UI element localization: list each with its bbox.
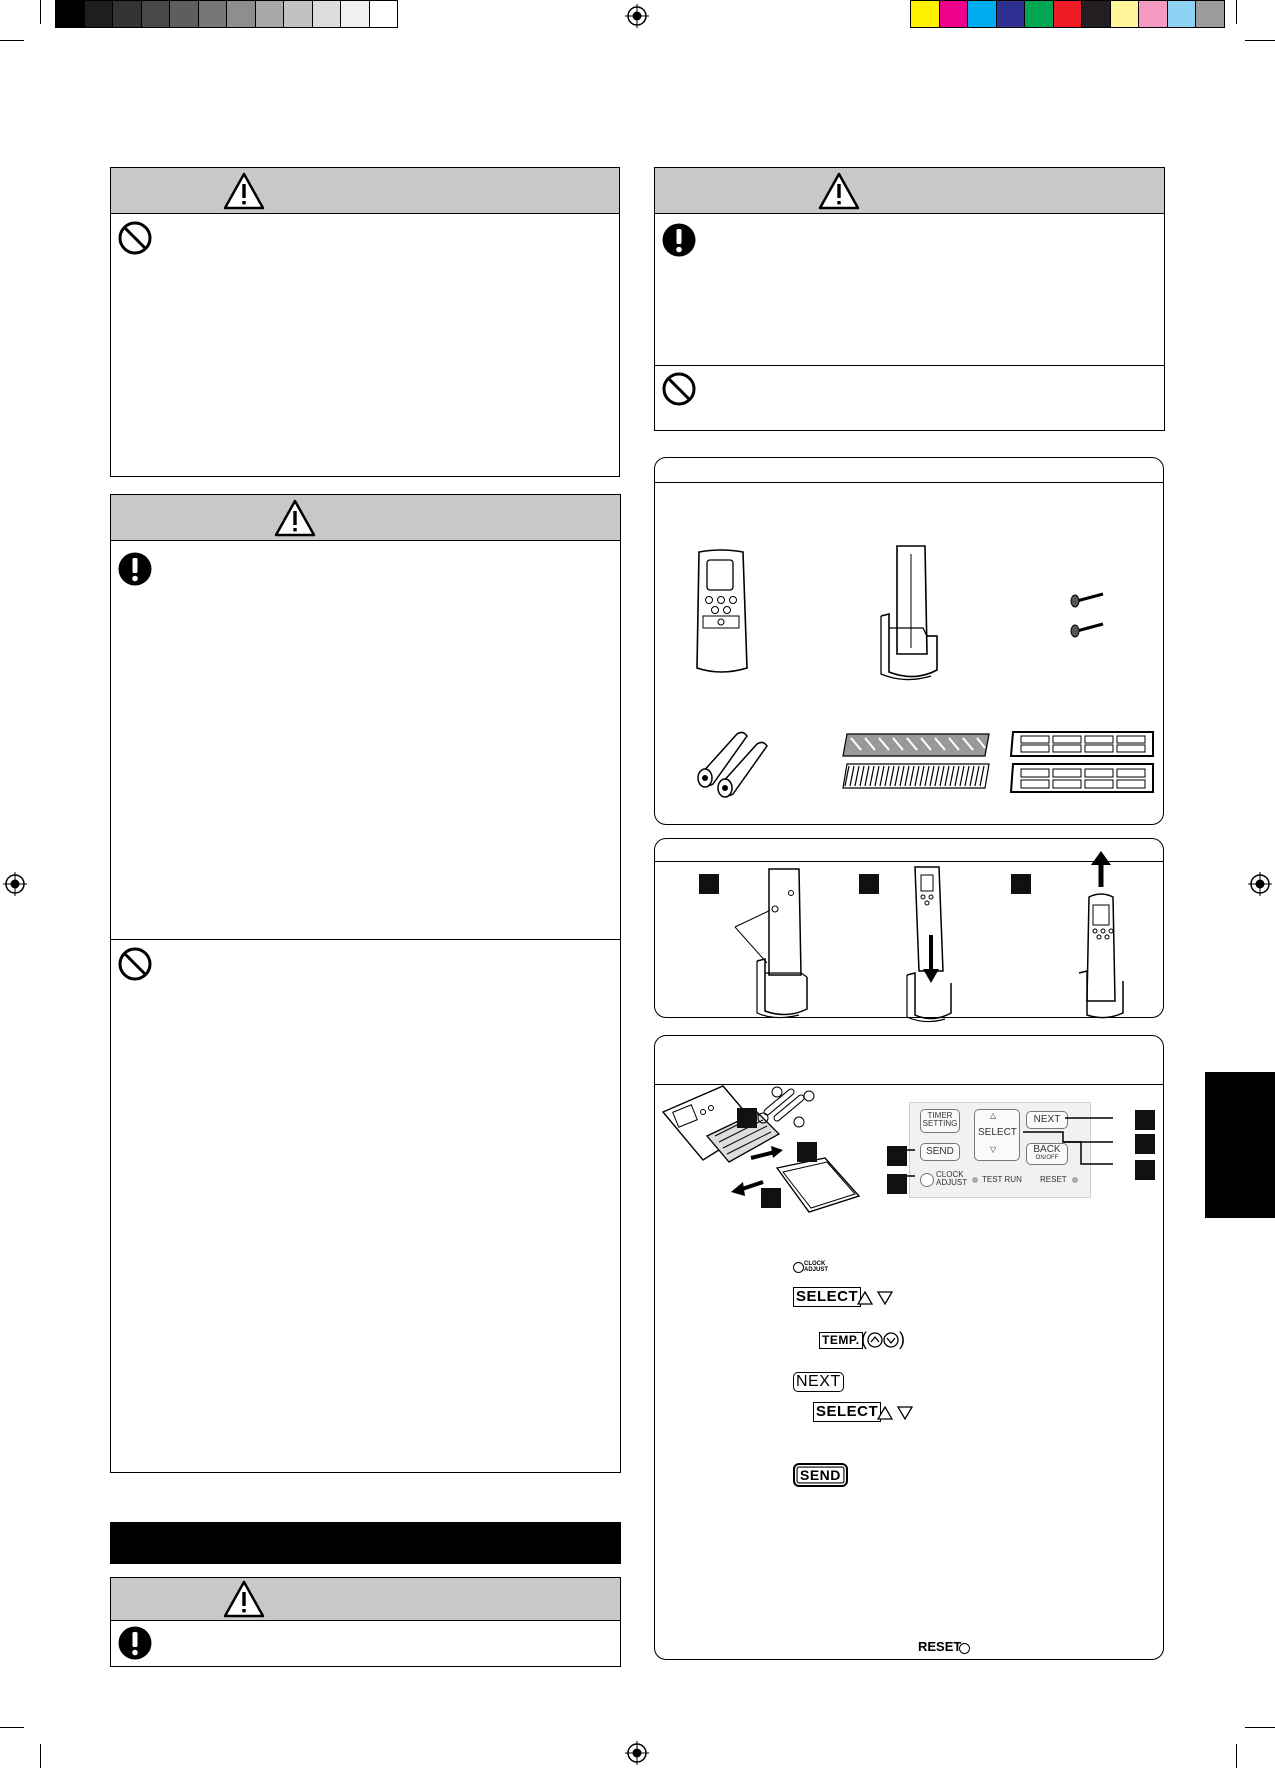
- box-divider: [111, 939, 620, 940]
- gray-swatch: [141, 0, 171, 28]
- crop-mark: [0, 40, 24, 41]
- box-divider: [655, 365, 1164, 366]
- caution-box-header: [111, 495, 620, 541]
- step-marker: [761, 1188, 781, 1208]
- crop-mark: [1236, 0, 1237, 24]
- registration-mark-icon: [3, 872, 27, 896]
- registration-mark-icon: [625, 1741, 649, 1765]
- gray-swatch: [169, 0, 199, 28]
- select-up-arrow-icon: △: [990, 1111, 997, 1120]
- remote-holder-illustration: [875, 544, 945, 684]
- next-button[interactable]: NEXT: [1026, 1111, 1068, 1129]
- color-swatch: [1081, 0, 1111, 28]
- select-key-label: SELECT: [793, 1287, 861, 1307]
- color-swatch: [1167, 0, 1197, 28]
- gray-swatch: [340, 0, 370, 28]
- step-marker: [859, 874, 879, 894]
- warning-triangle-icon: [274, 499, 316, 537]
- clock-adjust-label: CLOCK ADJUST: [936, 1170, 968, 1187]
- step-marker: [797, 1142, 817, 1162]
- color-swatch: [1195, 0, 1225, 28]
- timer-setting-button[interactable]: TIMER SETTING: [920, 1109, 960, 1133]
- color-swatch: [939, 0, 969, 28]
- gray-swatch: [226, 0, 256, 28]
- caution-box-header: [655, 168, 1164, 214]
- warning-box-header: [111, 1578, 620, 1621]
- holder-install-box: [654, 838, 1164, 1018]
- send-button[interactable]: SEND: [920, 1143, 960, 1161]
- caution-box-2: [110, 494, 621, 1473]
- registration-mark-icon: [625, 4, 649, 28]
- batteries-illustration: [691, 728, 771, 798]
- crop-mark: [40, 1744, 41, 1768]
- exclamation-circle-icon: [117, 551, 153, 587]
- crop-mark: [0, 1727, 24, 1728]
- exclamation-circle-icon: [117, 1625, 153, 1661]
- section-header-bar: [110, 1522, 621, 1564]
- reset-inline-label: RESET: [918, 1639, 962, 1654]
- step-marker: [1135, 1110, 1155, 1130]
- color-swatch: [1138, 0, 1168, 28]
- battery-setup-box: [654, 1035, 1164, 1660]
- gray-swatch: [283, 0, 313, 28]
- warning-triangle-icon: [223, 172, 265, 210]
- crop-mark: [40, 0, 41, 24]
- step-marker: [1135, 1160, 1155, 1180]
- holder-screw-diagram: [735, 865, 845, 1015]
- gray-swatch: [198, 0, 228, 28]
- select-down-arrow-icon: ▽: [990, 1145, 997, 1154]
- callout-lines: [885, 1102, 1145, 1202]
- color-swatch: [1024, 0, 1054, 28]
- gray-swatch: [312, 0, 342, 28]
- prohibition-circle-icon: [117, 220, 153, 256]
- svg-text:(: (: [861, 1329, 867, 1349]
- filter-frame-illustration: [1007, 728, 1157, 798]
- box-divider: [655, 482, 1163, 483]
- select-label: SELECT: [978, 1127, 1017, 1138]
- gray-swatch: [112, 0, 142, 28]
- back-label: BACK: [1033, 1144, 1061, 1155]
- warning-box-header: [111, 168, 619, 214]
- screw-illustration: [1069, 590, 1109, 640]
- remote-controller-illustration: [691, 548, 751, 678]
- gray-swatch: [84, 0, 114, 28]
- step-marker: [887, 1146, 907, 1166]
- prohibition-circle-icon: [661, 371, 697, 407]
- reset-circle-icon: [959, 1643, 970, 1654]
- warning-triangle-icon: [223, 1580, 265, 1618]
- prohibition-circle-icon: [117, 946, 153, 982]
- step-marker: [699, 874, 719, 894]
- crop-mark: [1245, 40, 1275, 41]
- step-marker: [1011, 874, 1031, 894]
- crop-mark: [1245, 1727, 1275, 1728]
- accessories-box: [654, 457, 1164, 825]
- color-swatch: [910, 0, 940, 28]
- registration-mark-icon: [1248, 872, 1272, 896]
- color-swatch: [996, 0, 1026, 28]
- remove-remote-diagram: [1075, 851, 1155, 1011]
- color-swatch: [1053, 0, 1083, 28]
- step-marker: [737, 1108, 757, 1128]
- air-cleaning-filter-illustration: [841, 730, 991, 795]
- next-key-label: NEXT: [793, 1372, 844, 1392]
- step-marker: [887, 1174, 907, 1194]
- gray-swatch: [255, 0, 285, 28]
- select-key-label-2: SELECT: [813, 1402, 881, 1422]
- up-down-triangle-icon: [857, 1291, 893, 1305]
- svg-text:): ): [899, 1329, 905, 1349]
- caution-box-right: [654, 167, 1165, 431]
- clock-adjust-circle-icon: [793, 1262, 804, 1273]
- color-swatch: [967, 0, 997, 28]
- test-run-label: TEST RUN: [982, 1175, 1022, 1184]
- temp-key-label: TEMP.: [819, 1332, 863, 1349]
- warning-box-1: [110, 167, 620, 477]
- step-marker: [1135, 1134, 1155, 1154]
- warning-triangle-icon: [818, 172, 860, 210]
- temp-up-down-icon: [861, 1329, 907, 1351]
- exclamation-circle-icon: [661, 222, 697, 258]
- up-down-triangle-icon: [877, 1406, 913, 1420]
- section-side-tab: [1205, 1072, 1275, 1218]
- gray-swatch: [369, 0, 399, 28]
- on-off-label: ON/OFF: [1035, 1155, 1059, 1161]
- send-key-label: SEND: [793, 1463, 848, 1487]
- insert-remote-diagram: [895, 865, 975, 1025]
- clock-adjust-inline-label: CLOCK ADJUST: [804, 1261, 829, 1273]
- gray-swatch: [55, 0, 85, 28]
- color-swatch: [1110, 0, 1140, 28]
- warning-box-3: [110, 1577, 621, 1667]
- reset-label: RESET: [1040, 1175, 1067, 1184]
- crop-mark: [1236, 1744, 1237, 1768]
